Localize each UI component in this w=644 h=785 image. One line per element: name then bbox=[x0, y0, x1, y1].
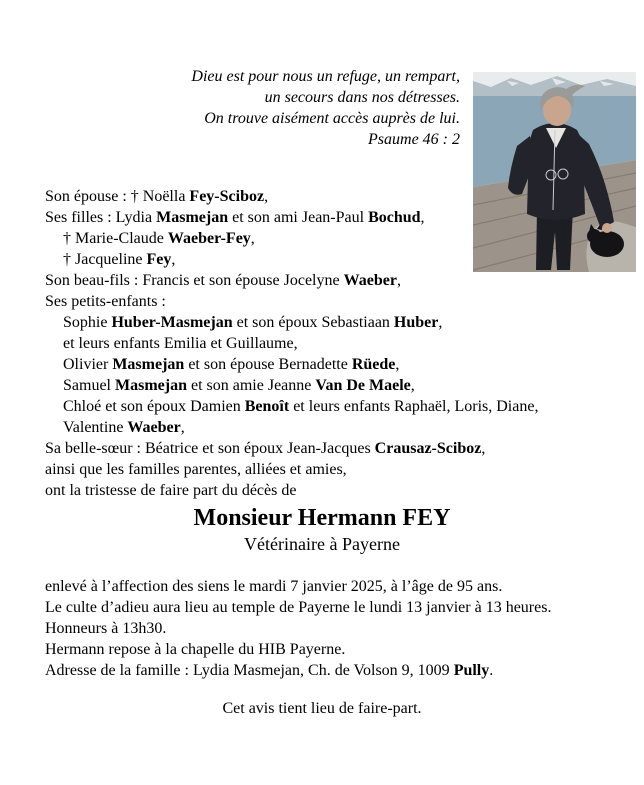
psalm-attribution: Psaume 46 : 2 bbox=[368, 131, 460, 148]
text-line: ainsi que les familles parentes, alliées et amies, bbox=[45, 461, 347, 478]
epigraph bbox=[191, 66, 460, 150]
text-line: Ses petits-enfants : bbox=[45, 293, 166, 310]
text-line: ont la tristesse de faire part du décès de bbox=[45, 482, 297, 499]
text-line: Honneurs à 13h30. bbox=[45, 620, 167, 637]
text-line: et leurs enfants Emilia et Guillaume, bbox=[63, 335, 298, 352]
name-block bbox=[0, 503, 644, 556]
closing-note: Cet avis tient lieu de faire-part. bbox=[222, 700, 422, 717]
text-line: Sa belle-sœur : Béatrice et son époux Jean-Jacques Crausaz-Sciboz, bbox=[45, 440, 486, 457]
text-line: Samuel Masmejan et son amie Jeanne Van De Maele, bbox=[63, 377, 415, 394]
funeral-details bbox=[45, 576, 551, 681]
family-announcement bbox=[45, 186, 538, 501]
text-line: On trouve aisément accès auprès de lui. bbox=[204, 110, 460, 127]
text-line: Son beau-fils : Francis et son épouse Jocelyne Waeber, bbox=[45, 272, 401, 289]
text-line: Olivier Masmejan et son épouse Bernadette Rüede, bbox=[63, 356, 400, 373]
text-line: Adresse de la famille : Lydia Masmejan, Ch. de Volson 9, 1009 Pully. bbox=[45, 662, 494, 679]
text-line: Valentine Waeber, bbox=[63, 419, 185, 436]
text-line: Son épouse : † Noëlla Fey-Sciboz, bbox=[45, 188, 269, 205]
text-line: Chloé et son époux Damien Benoît et leurs enfants Raphaël, Loris, Diane, bbox=[63, 398, 539, 415]
text-line: † Marie-Claude Waeber-Fey, bbox=[63, 230, 255, 247]
epigraph-verses bbox=[191, 66, 460, 129]
deceased-name: Monsieur Hermann FEY bbox=[193, 505, 451, 531]
text-line: enlevé à l’affection des siens le mardi 7 janvier 2025, à l’âge de 95 ans. bbox=[45, 578, 503, 595]
text-line: Hermann repose à la chapelle du HIB Payerne. bbox=[45, 641, 346, 658]
deceased-profession: Vétérinaire à Payerne bbox=[244, 534, 400, 554]
text-line: Sophie Huber-Masmejan et son époux Sebastiaan Huber, bbox=[63, 314, 443, 331]
text-line: Le culte d’adieu aura lieu au temple de Payerne le lundi 13 janvier à 13 heures. bbox=[45, 599, 552, 616]
text-line: † Jacqueline Fey, bbox=[63, 251, 176, 268]
text-line: Dieu est pour nous un refuge, un rempart, bbox=[191, 68, 460, 85]
text-line: Ses filles : Lydia Masmejan et son ami Jean-Paul Bochud, bbox=[45, 209, 425, 226]
text-line: un secours dans nos détresses. bbox=[264, 89, 460, 106]
